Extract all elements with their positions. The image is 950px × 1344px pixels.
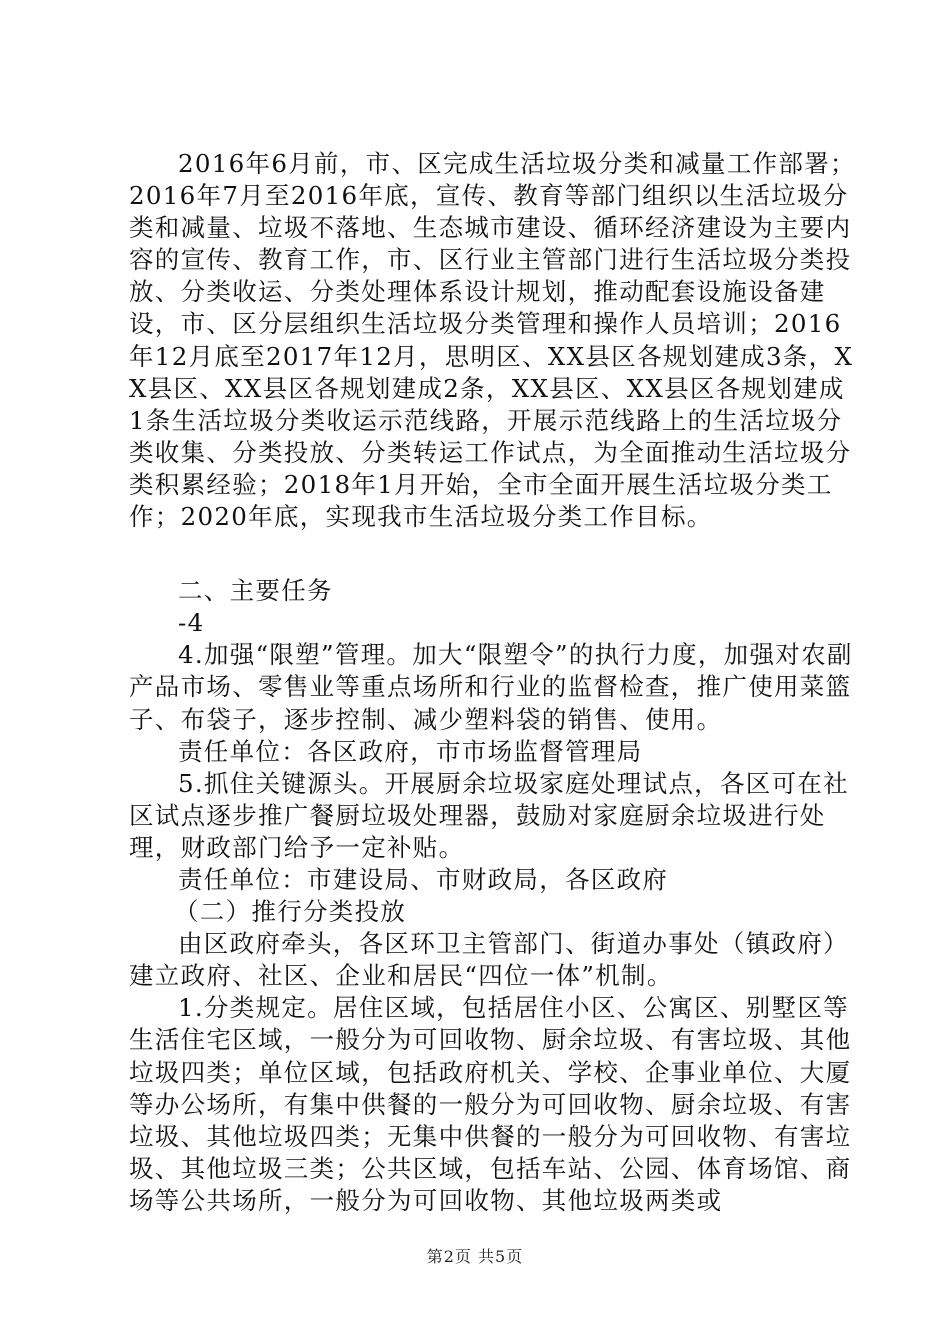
responsible-units-4: 责任单位：各区政府，市市场监督管理局 [178, 736, 643, 766]
page-number-footer: 第2页 共5页 [426, 1247, 524, 1266]
paragraph-classification-rules: 1.分类规定。居住区域，包括居住小区、公寓区、别墅区等生活住宅区域，一般分为可回收物、厨余垃圾、有害垃圾、其他垃圾四类；单位区域，包括政府机关、学校、企事业单位、大厦等办公场所，有集中供餐的一般分为可回收物、厨余垃圾、有害垃圾、其他垃圾四类；无集中供餐的一般分为可回收物、有害垃圾、其他垃圾三类；公共区域，包括车站、公园、体育场馆、商场等公共场所，一般分为可回收物、其他垃圾两类或 [129, 993, 852, 1215]
section-heading-main-tasks: 二、主要任务 [178, 576, 333, 606]
section-number-marker: -4 [178, 608, 205, 638]
paragraph-four-in-one: 由区政府牵头，各区环卫主管部门、街道办事处（镇政府）建立政府、社区、企业和居民“四位一体”机制。 [129, 929, 849, 991]
paragraph-plastic-restriction: 4.加强“限塑”管理。加大“限塑令”的执行力度，加强对农副产品市场、零售业等重点场所和行业的监督检查，推广使用菜篮子、布袋子，逐步控制、减少塑料袋的销售、使用。 [129, 640, 853, 734]
paragraph-key-source: 5.抓住关键源头。开展厨余垃圾家庭处理试点，各区可在社区试点逐步推广餐厨垃圾处理器，鼓励对家庭厨余垃圾进行处理，财政部门给予一定补贴。 [129, 768, 849, 862]
responsible-units-5: 责任单位：市建设局、市财政局，各区政府 [178, 864, 669, 894]
paragraph-schedule: 2016年6月前，市、区完成生活垃圾分类和减量工作部署；2016年7月至2016年底，宣传、教育等部门组织以生活垃圾分类和减量、垃圾不落地、生态城市建设、循环经济建设为主要内容的宣传、教育工作，市、区行业主管部门进行生活垃圾分类投放、分类收运、分类处理体系设计规划，推动配套设施设备建设，市、区分层组织生活垃圾分类管理和操作人员培训；2016年12月底至2017年12月，思明区、XX县区各规划建成3条，XX县区、XX县区各规划建成2条，XX县区、XX县区各规划建成1条生活垃圾分类收运示范线路，开展示范线路上的生活垃圾分类收集、分类投放、分类转运工作试点，为全面推动生活垃圾分类积累经验；2018年1月开始，全市全面开展生活垃圾分类工作；2020年底，实现我市生活垃圾分类工作目标。 [129, 149, 856, 532]
document-body [129, 148, 857, 1217]
subheading-sorted-disposal: （二）推行分类投放 [174, 897, 407, 927]
